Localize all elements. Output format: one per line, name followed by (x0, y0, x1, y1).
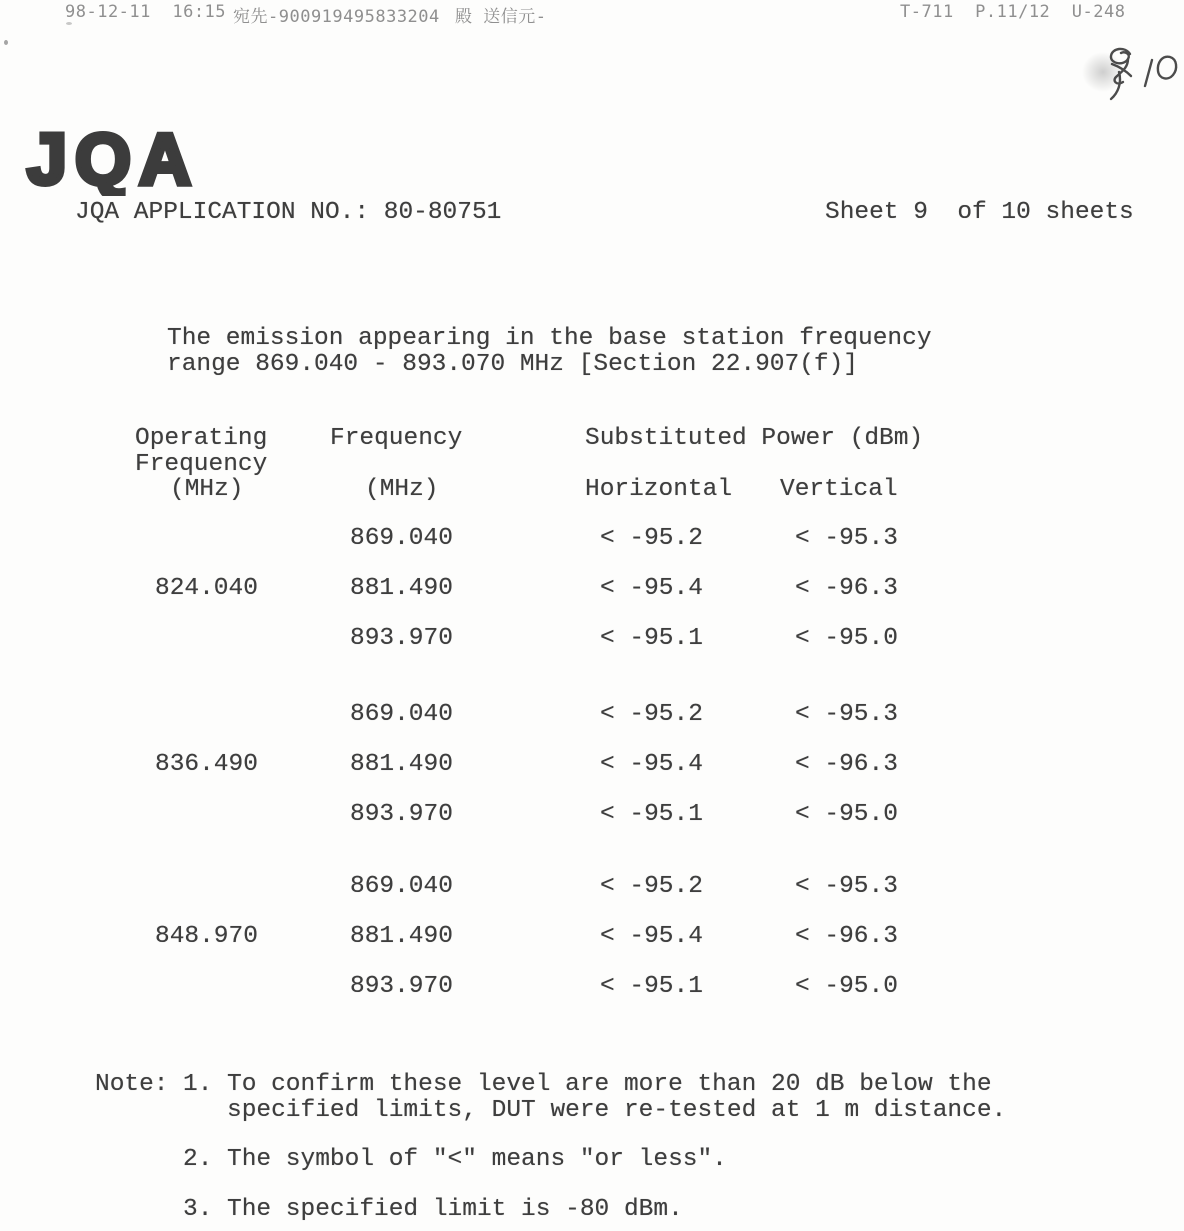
horizontal-cell: < -95.4 (600, 751, 703, 778)
horizontal-cell: < -95.2 (600, 701, 703, 728)
col-header-power: Substituted Power (dBm) (585, 425, 924, 452)
operating-frequency-cell: 836.490 (155, 751, 258, 778)
frequency-cell: 881.490 (350, 751, 453, 778)
intro-line-2: range 869.040 - 893.070 MHz [Section 22.907(f)] (167, 351, 859, 378)
frequency-cell: 893.970 (350, 625, 453, 652)
scan-speck (4, 40, 8, 45)
vertical-cell: < -95.0 (795, 625, 898, 652)
sheet-info: Sheet 9 of 10 sheets (825, 199, 1134, 226)
horizontal-cell: < -95.4 (600, 923, 703, 950)
frequency-cell: 869.040 (350, 525, 453, 552)
application-number: JQA APPLICATION NO.: 80-80751 (75, 199, 502, 226)
jqa-logo-text: JQA (27, 124, 200, 196)
handwritten-page-mark-icon (1088, 42, 1184, 114)
vertical-cell: < -95.0 (795, 801, 898, 828)
vertical-cell: < -95.3 (795, 701, 898, 728)
frequency-cell: 881.490 (350, 575, 453, 602)
vertical-cell: < -96.3 (795, 923, 898, 950)
col-header-operating-3: (MHz) (170, 476, 244, 503)
horizontal-cell: < -95.1 (600, 973, 703, 1000)
horizontal-cell: < -95.1 (600, 801, 703, 828)
fax-sender-label: 殿 送信元- (455, 7, 547, 27)
note-3-num: 3. (183, 1196, 213, 1223)
frequency-cell: 869.040 (350, 701, 453, 728)
frequency-cell: 893.970 (350, 801, 453, 828)
note-1-line1: To confirm these level are more than 20 dB below the (227, 1071, 992, 1098)
note-2-line1: The symbol of "<" means "or less". (227, 1146, 727, 1173)
fax-job-info: T-711 P.11/12 U-248 (900, 2, 1126, 22)
horizontal-cell: < -95.2 (600, 525, 703, 552)
fax-datetime: 98-12-11 16:15 (65, 2, 227, 22)
vertical-cell: < -95.3 (795, 873, 898, 900)
fax-recipient: 宛先-900919495833204 (233, 7, 440, 27)
note-1-line2: specified limits, DUT were re-tested at 1 m distance. (227, 1097, 1007, 1124)
frequency-cell: 893.970 (350, 973, 453, 1000)
note-2-num: 2. (183, 1146, 213, 1173)
intro-line-1: The emission appearing in the base station frequency (167, 325, 932, 352)
horizontal-cell: < -95.1 (600, 625, 703, 652)
note-1-num: 1. (183, 1071, 213, 1098)
frequency-cell: 869.040 (350, 873, 453, 900)
col-header-frequency: Frequency (330, 425, 463, 452)
frequency-cell: 881.490 (350, 923, 453, 950)
vertical-cell: < -95.3 (795, 525, 898, 552)
col-header-operating-2: Frequency (135, 451, 268, 478)
vertical-cell: < -96.3 (795, 575, 898, 602)
horizontal-cell: < -95.2 (600, 873, 703, 900)
col-header-vertical: Vertical (780, 476, 898, 503)
note-label: Note: (95, 1071, 169, 1098)
col-header-frequency-unit: (MHz) (365, 476, 439, 503)
scan-speck (66, 22, 72, 25)
vertical-cell: < -96.3 (795, 751, 898, 778)
operating-frequency-cell: 848.970 (155, 923, 258, 950)
horizontal-cell: < -95.4 (600, 575, 703, 602)
note-3-line1: The specified limit is -80 dBm. (227, 1196, 683, 1223)
col-header-horizontal: Horizontal (585, 476, 733, 503)
operating-frequency-cell: 824.040 (155, 575, 258, 602)
vertical-cell: < -95.0 (795, 973, 898, 1000)
jqa-logo-icon (25, 124, 235, 196)
col-header-operating-1: Operating (135, 425, 268, 452)
jqa-logo (25, 124, 235, 196)
